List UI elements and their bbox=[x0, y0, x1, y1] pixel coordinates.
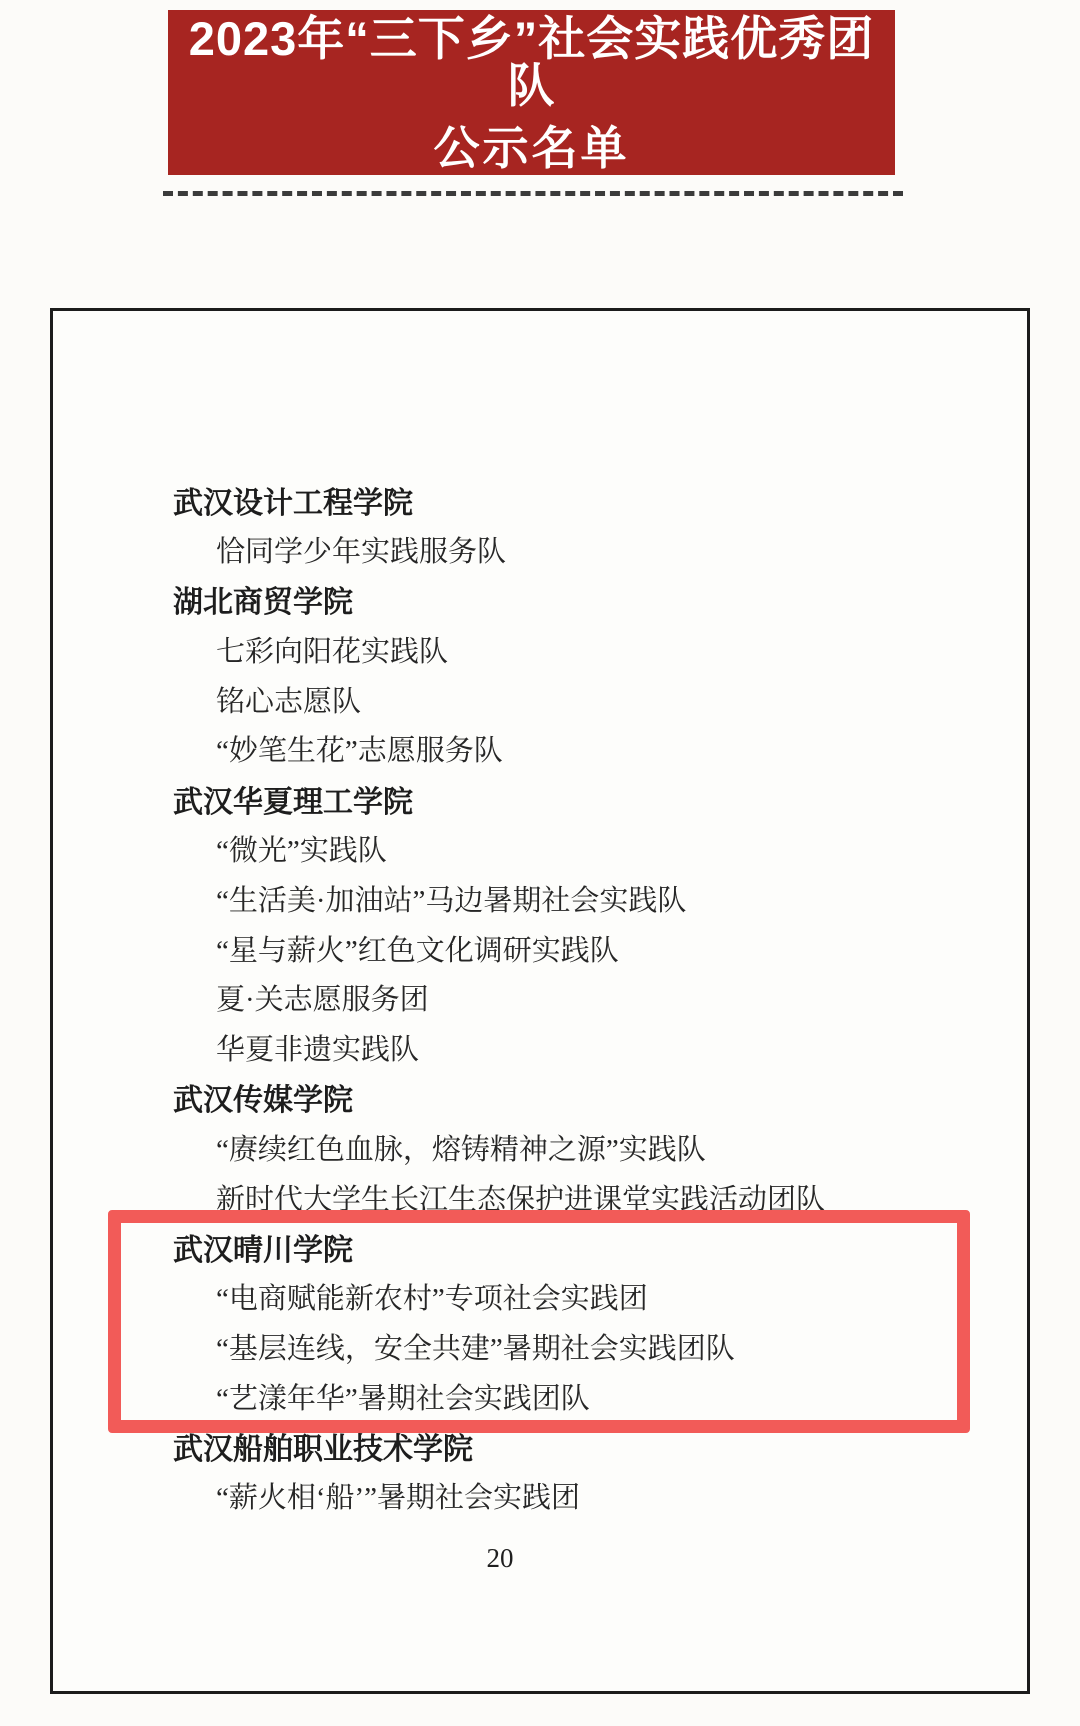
team-item: 夏·关志愿服务团 bbox=[216, 984, 429, 1017]
team-item: 七彩向阳花实践队 bbox=[216, 635, 449, 668]
section-header-3: 武汉传媒学院 bbox=[173, 1084, 353, 1118]
notice-title-line2: 公示名单 bbox=[433, 121, 630, 174]
team-item: “生活美·加油站”马边暑期社会实践队 bbox=[216, 884, 687, 917]
team-item: “基层连线，安全共建”暑期社会实践团队 bbox=[216, 1332, 735, 1365]
team-item: “艺漾年华”暑期社会实践团队 bbox=[216, 1382, 590, 1415]
team-item: 新时代大学生长江生态保护进课堂实践活动团队 bbox=[216, 1183, 826, 1216]
page-number: 20 bbox=[486, 1543, 514, 1573]
section-header-4: 武汉晴川学院 bbox=[173, 1233, 353, 1267]
notice-title-line1: 2023年“三下乡”社会实践优秀团队 bbox=[188, 11, 875, 112]
team-item: “电商赋能新农村”专项社会实践团 bbox=[216, 1283, 648, 1316]
notice-title-banner bbox=[168, 10, 895, 175]
section-header-0: 武汉设计工程学院 bbox=[173, 486, 413, 520]
team-item: “赓续红色血脉，熔铸精神之源”实践队 bbox=[216, 1133, 706, 1166]
section-header-5: 武汉船舶职业技术学院 bbox=[173, 1433, 473, 1467]
team-item: “妙笔生花”志愿服务队 bbox=[216, 735, 503, 768]
team-item: 铭心志愿队 bbox=[216, 685, 362, 718]
dashed-divider bbox=[163, 191, 903, 196]
team-item: “薪火相‘船’”暑期社会实践团 bbox=[216, 1482, 581, 1515]
team-item: “微光”实践队 bbox=[216, 834, 387, 867]
team-list bbox=[53, 311, 1027, 1521]
section-header-1: 湖北商贸学院 bbox=[173, 586, 353, 620]
section-header-2: 武汉华夏理工学院 bbox=[173, 785, 413, 819]
team-item: 华夏非遗实践队 bbox=[216, 1034, 420, 1067]
team-item: “星与薪火”红色文化调研实践队 bbox=[216, 934, 619, 967]
team-item: 恰同学少年实践服务队 bbox=[216, 536, 507, 569]
document-box bbox=[50, 308, 1030, 1694]
